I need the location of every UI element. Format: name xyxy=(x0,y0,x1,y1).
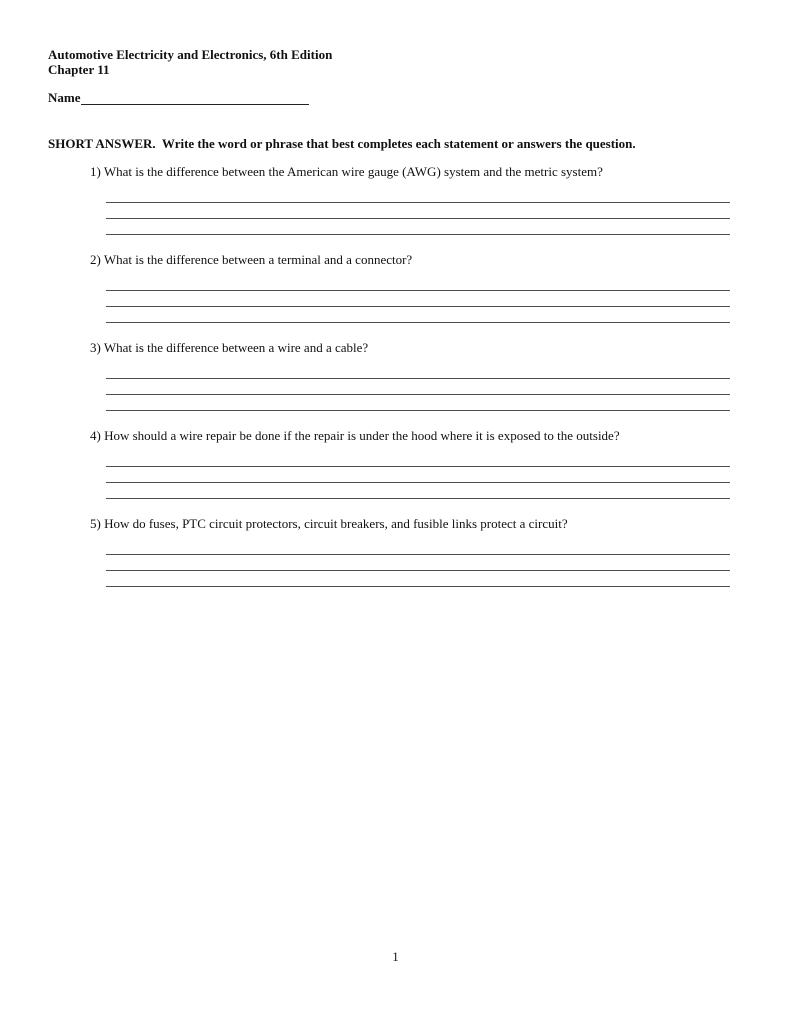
question-text: 5) How do fuses, PTC circuit protectors, circuit breakers, and fusible links protect a circuit? xyxy=(90,516,568,531)
name-label: Name xyxy=(48,90,81,105)
question-block xyxy=(90,164,740,235)
answer-line xyxy=(106,539,730,555)
answer-line xyxy=(106,451,730,467)
answer-lines xyxy=(106,539,730,587)
answer-line xyxy=(106,187,730,203)
question-text: 4) How should a wire repair be done if the repair is under the hood where it is exposed to the outside? xyxy=(90,428,620,443)
questions-list xyxy=(90,164,740,587)
answer-line xyxy=(106,307,730,323)
answer-lines xyxy=(106,363,730,411)
answer-line xyxy=(106,291,730,307)
name-row xyxy=(48,90,740,105)
answer-line xyxy=(106,571,730,587)
answer-lines xyxy=(106,187,730,235)
answer-line xyxy=(106,555,730,571)
answer-line xyxy=(106,219,730,235)
answer-line xyxy=(106,203,730,219)
question-block xyxy=(90,252,740,323)
question-text: 3) What is the difference between a wire and a cable? xyxy=(90,340,369,355)
question-text: 1) What is the difference between the American wire gauge (AWG) system and the metric system? xyxy=(90,164,603,179)
document-header xyxy=(48,48,740,77)
section-instruction: SHORT ANSWER. Write the word or phrase that best completes each statement or answers the question. xyxy=(48,136,636,151)
answer-line xyxy=(106,395,730,411)
answer-line xyxy=(106,379,730,395)
answer-lines xyxy=(106,451,730,499)
document-title: Automotive Electricity and Electronics, 6th Edition xyxy=(48,47,333,62)
answer-line xyxy=(106,363,730,379)
answer-lines xyxy=(106,275,730,323)
page-number: 1 xyxy=(392,950,399,964)
question-block xyxy=(90,516,740,587)
answer-line xyxy=(106,275,730,291)
question-block xyxy=(90,340,740,411)
chapter-label: Chapter 11 xyxy=(48,61,110,77)
answer-line xyxy=(106,483,730,499)
page-footer xyxy=(0,950,791,965)
name-blank-line xyxy=(81,91,309,105)
question-text: 2) What is the difference between a terminal and a connector? xyxy=(90,252,413,267)
answer-line xyxy=(106,467,730,483)
question-block xyxy=(90,428,740,499)
